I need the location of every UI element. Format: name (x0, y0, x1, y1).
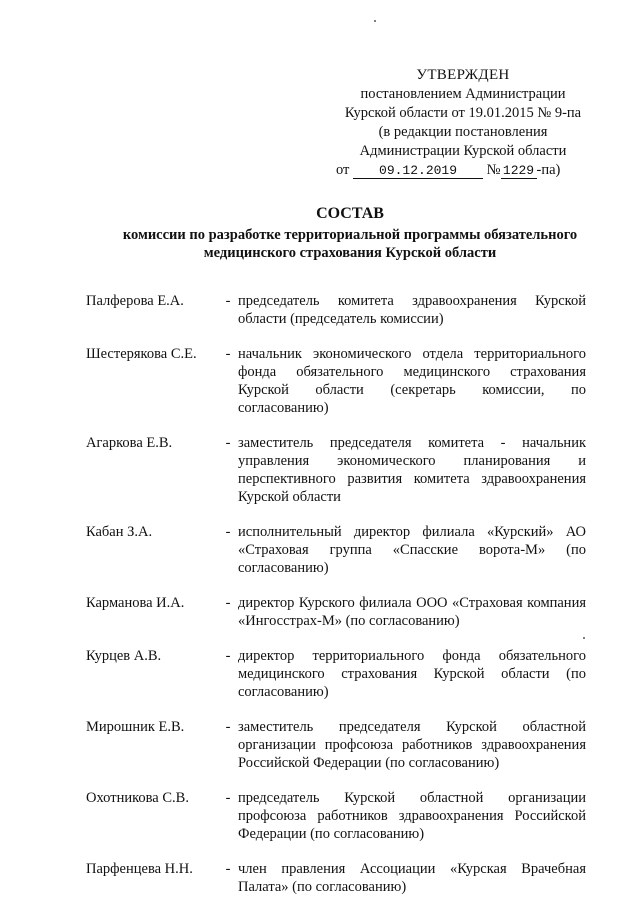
member-role: председатель Курской областной организации профсоюза работников здравоохранения Российской Федерации (по согласованию) (238, 790, 586, 842)
member-row (86, 860, 586, 896)
scan-speck (374, 20, 376, 22)
member-row (86, 718, 586, 772)
approval-stamp (318, 66, 608, 180)
member-dash: - (225, 861, 231, 877)
member-dash: - (225, 595, 231, 611)
member-dash: - (225, 648, 231, 664)
edition-date: 09.12.2019 (353, 163, 483, 179)
member-dash: - (225, 293, 231, 309)
document-subtitle (60, 226, 640, 262)
approval-line-1: постановлением Администрации (360, 86, 566, 102)
member-name: Парфенцева Н.Н. (86, 861, 193, 877)
edition-number: 1229 (501, 163, 537, 179)
member-row (86, 647, 586, 701)
member-name: Курцев А.В. (86, 648, 162, 664)
document-title: СОСТАВ (316, 205, 384, 222)
member-name: Кабан З.А. (86, 524, 153, 540)
member-role: директор Курского филиала ООО «Страховая компания «Ингосстрах-М» (по согласованию) (238, 595, 586, 629)
member-name: Агаркова Е.В. (86, 435, 173, 451)
member-role: член правления Ассоциации «Курская Врачебная Палата» (по согласованию) (238, 861, 586, 895)
member-name: Карманова И.А. (86, 595, 185, 611)
approval-line-2: Курской области от 19.01.2015 № 9-па (344, 105, 582, 121)
member-dash: - (225, 790, 231, 806)
number-prefix: № (486, 162, 501, 178)
approval-heading: УТВЕРЖДЕН (416, 67, 510, 83)
approval-line-3: (в редакции постановления (378, 124, 548, 140)
members-list (86, 292, 586, 913)
member-name: Палферова Е.А. (86, 293, 184, 309)
member-row (86, 434, 586, 506)
member-name: Шестерякова С.Е. (86, 346, 197, 362)
member-row (86, 789, 586, 843)
member-role: заместитель председателя комитета - начальник управления экономического планирования и перспективного развития комитета здравоохранения Курской области (238, 435, 586, 505)
member-role: заместитель председателя Курской областной организации профсоюза работников здравоохранения Российской Федерации (по согласованию) (238, 719, 586, 771)
member-row (86, 292, 586, 328)
member-row (86, 523, 586, 577)
member-dash: - (225, 524, 231, 540)
member-name: Мирошник Е.В. (86, 719, 185, 735)
subtitle-line-1: комиссии по разработке территориальной программы обязательного (122, 227, 578, 243)
member-dash: - (225, 435, 231, 451)
member-row (86, 345, 586, 417)
member-dash: - (225, 719, 231, 735)
member-role: начальник экономического отдела территориального фонда обязательного медицинского страхования Курской области (секретарь комиссии, по согласованию) (238, 346, 586, 416)
subtitle-line-2: медицинского страхования Курской области (203, 245, 497, 261)
member-role: директор территориального фонда обязательного медицинского страхования Курской области (по согласованию) (238, 648, 586, 700)
number-suffix: -па) (536, 162, 561, 178)
date-prefix: от (336, 162, 350, 178)
member-name: Охотникова С.В. (86, 790, 189, 806)
member-row (86, 594, 586, 630)
member-role: председатель комитета здравоохранения Курской области (председатель комиссии) (238, 293, 586, 327)
approval-line-4: Администрации Курской области (359, 143, 567, 159)
member-dash: - (225, 346, 231, 362)
member-role: исполнительный директор филиала «Курский» АО «Страховая группа «Спасские ворота-М» (по согласованию) (238, 524, 586, 576)
edition-line (318, 161, 608, 180)
